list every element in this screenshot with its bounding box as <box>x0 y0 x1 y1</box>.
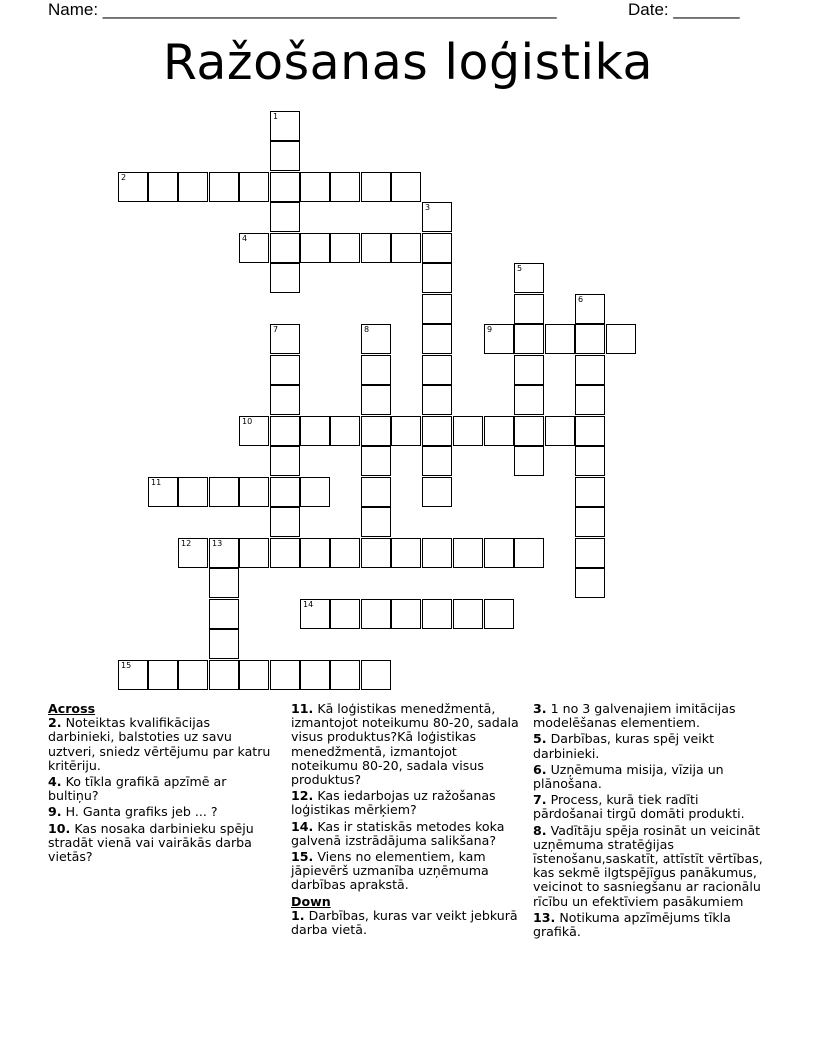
clue-text: Noteiktas kvalifikācijas darbinieki, balstoties uz savu uztveri, sniedz vērtējumu par katru kritēriju. <box>48 715 271 773</box>
clues-column-1 <box>48 702 273 866</box>
clue-text: Viens no elementiem, kam jāpievērš uzmanība uzņēmuma darbības aprakstā. <box>291 849 489 893</box>
grid-cell-6[interactable] <box>575 294 605 324</box>
grid-cell[interactable] <box>422 538 452 568</box>
grid-cell[interactable] <box>484 599 514 629</box>
cell-number: 8 <box>364 325 370 334</box>
clue-number: 5. <box>533 731 547 747</box>
cell-number: 11 <box>151 478 162 487</box>
grid-cell[interactable] <box>270 446 300 476</box>
grid-cell[interactable] <box>330 233 360 263</box>
grid-cell[interactable] <box>270 660 300 690</box>
grid-cell[interactable] <box>422 355 452 385</box>
clue-down-13 <box>533 911 765 939</box>
grid-cell[interactable] <box>575 538 605 568</box>
cell-number: 4 <box>242 234 248 243</box>
grid-cell-7[interactable] <box>270 324 300 354</box>
cell-number: 3 <box>425 203 431 212</box>
grid-cell[interactable] <box>209 629 239 659</box>
grid-cell[interactable] <box>361 538 391 568</box>
grid-cell[interactable] <box>391 416 421 446</box>
grid-cell[interactable] <box>148 172 178 202</box>
clue-across-9 <box>48 805 273 819</box>
clue-text: Ko tīkla grafikā apzīmē ar bultiņu? <box>48 774 227 804</box>
grid-cell[interactable] <box>514 324 544 354</box>
grid-cell[interactable] <box>545 416 575 446</box>
grid-cell[interactable] <box>361 477 391 507</box>
grid-cell[interactable] <box>239 477 269 507</box>
grid-cell[interactable] <box>209 599 239 629</box>
grid-cell[interactable] <box>270 538 300 568</box>
grid-cell[interactable] <box>422 477 452 507</box>
grid-cell[interactable] <box>514 385 544 415</box>
grid-cell[interactable] <box>545 324 575 354</box>
grid-cell[interactable] <box>300 172 330 202</box>
clue-text: Vadītāju spēja rosināt un veicināt uzņēmuma stratēģijas īstenošanu,saskatīt, attīstīt vērtības, kas sekmē ilgtspējīgus panākumus, veicinot to sasniegšanu ar racionālu rīcību un efektīviem pasākumiem <box>533 822 763 909</box>
grid-cell[interactable] <box>270 172 300 202</box>
grid-cell[interactable] <box>270 263 300 293</box>
clue-text: 1 no 3 galvenajiem imitācijas modelēšanas elementiem. <box>533 701 736 731</box>
clues-column-2 <box>291 702 527 939</box>
clue-number: 12. <box>291 788 314 804</box>
clue-across-11 <box>291 702 527 787</box>
clue-number: 9. <box>48 804 62 820</box>
cell-number: 9 <box>487 325 493 334</box>
cell-number: 2 <box>121 173 127 182</box>
clue-down-5 <box>533 732 765 760</box>
grid-cell-5[interactable] <box>514 263 544 293</box>
grid-cell[interactable] <box>514 416 544 446</box>
grid-cell[interactable] <box>209 568 239 598</box>
cell-number: 6 <box>578 295 584 304</box>
grid-cell-9[interactable] <box>484 324 514 354</box>
cell-number: 13 <box>212 539 223 548</box>
grid-cell[interactable] <box>270 477 300 507</box>
grid-cell[interactable] <box>422 294 452 324</box>
clue-text: Darbības, kuras var veikt jebkurā darba vietā. <box>291 907 518 938</box>
cell-number: 10 <box>242 417 253 426</box>
grid-cell[interactable] <box>270 141 300 171</box>
cell-number: 7 <box>273 325 279 334</box>
grid-cell[interactable] <box>575 324 605 354</box>
grid-cell[interactable] <box>361 355 391 385</box>
grid-cell[interactable] <box>209 172 239 202</box>
grid-cell-14[interactable] <box>300 599 330 629</box>
grid-cell[interactable] <box>575 385 605 415</box>
clue-text: Process, kurā tiek radīti pārdošanai tirgū domāti produkti. <box>533 792 745 822</box>
grid-cell-3[interactable] <box>422 202 452 232</box>
grid-cell[interactable] <box>330 599 360 629</box>
clue-down-3 <box>533 702 765 730</box>
clue-number: 4. <box>48 774 62 790</box>
grid-cell[interactable] <box>391 233 421 263</box>
clue-number: 1. <box>291 907 305 923</box>
grid-cell[interactable] <box>270 233 300 263</box>
grid-cell[interactable] <box>422 599 452 629</box>
cell-number: 12 <box>181 539 192 548</box>
grid-cell[interactable] <box>209 477 239 507</box>
clue-text: Kas iedarbojas uz ražošanas loģistikas mērķiem? <box>291 788 496 818</box>
clue-text: Notikuma apzīmējums tīkla grafikā. <box>533 909 731 940</box>
grid-cell-8[interactable] <box>361 324 391 354</box>
clue-number: 15. <box>291 849 314 865</box>
clue-text: Kas ir statiskās metodes koka galvenā izstrādājuma salikšana? <box>291 818 505 848</box>
grid-cell[interactable] <box>270 355 300 385</box>
clue-text: H. Ganta grafiks jeb ... ? <box>65 804 218 820</box>
grid-cell[interactable] <box>484 538 514 568</box>
clue-text: Uzņēmuma misija, vīzija un plānošana. <box>533 761 724 792</box>
grid-cell[interactable] <box>148 660 178 690</box>
grid-cell[interactable] <box>209 660 239 690</box>
clue-across-14 <box>291 820 527 848</box>
grid-cell[interactable] <box>361 507 391 537</box>
grid-cell[interactable] <box>361 416 391 446</box>
clue-number: 13. <box>533 909 556 925</box>
grid-cell[interactable] <box>575 446 605 476</box>
grid-cell[interactable] <box>270 507 300 537</box>
clue-number: 2. <box>48 715 62 731</box>
name-label: Name: ________________________________________________ <box>48 0 557 19</box>
date-label: Date: _______ <box>628 0 740 19</box>
clue-down-7 <box>533 793 765 821</box>
clue-across-2 <box>48 716 273 773</box>
grid-cell[interactable] <box>300 538 330 568</box>
grid-cell[interactable] <box>422 263 452 293</box>
grid-cell[interactable] <box>514 538 544 568</box>
cell-number: 1 <box>273 112 279 121</box>
grid-cell[interactable] <box>178 172 208 202</box>
grid-cell[interactable] <box>391 538 421 568</box>
clue-number: 14. <box>291 818 314 834</box>
grid-cell[interactable] <box>361 446 391 476</box>
clue-across-15 <box>291 850 527 893</box>
across-heading: Across <box>48 701 96 716</box>
clue-text: Kas nosaka darbinieku spēju stradāt vienā vai vairākās darba vietās? <box>48 820 254 865</box>
grid-cell[interactable] <box>361 233 391 263</box>
down-heading: Down <box>291 893 331 909</box>
grid-cell[interactable] <box>422 233 452 263</box>
grid-cell[interactable] <box>453 538 483 568</box>
grid-cell-11[interactable] <box>148 477 178 507</box>
grid-cell[interactable] <box>575 507 605 537</box>
grid-cell[interactable] <box>514 355 544 385</box>
clue-down-6 <box>533 763 765 791</box>
clue-number: 10. <box>48 820 71 836</box>
grid-cell[interactable] <box>239 172 269 202</box>
grid-cell[interactable] <box>422 324 452 354</box>
grid-cell[interactable] <box>270 385 300 415</box>
cell-number: 15 <box>121 661 132 670</box>
grid-cell[interactable] <box>514 446 544 476</box>
grid-cell-4[interactable] <box>239 233 269 263</box>
grid-cell[interactable] <box>361 385 391 415</box>
grid-cell[interactable] <box>575 477 605 507</box>
grid-cell[interactable] <box>330 660 360 690</box>
grid-cell[interactable] <box>422 446 452 476</box>
grid-cell[interactable] <box>514 294 544 324</box>
grid-cell[interactable] <box>484 416 514 446</box>
grid-cell[interactable] <box>422 416 452 446</box>
grid-cell[interactable] <box>330 538 360 568</box>
clue-text: Kā loģistikas menedžmentā, izmantojot noteikumu 80-20, sadala visus produktus?Kā loģistikas menedžmentā, izmantojot noteikumu 80-20, sadala visus produktus? <box>291 701 519 788</box>
clues-column-3 <box>533 702 765 941</box>
grid-cell-10[interactable] <box>239 416 269 446</box>
clue-number: 7. <box>533 792 547 808</box>
clue-across-12 <box>291 789 527 817</box>
grid-cell[interactable] <box>270 202 300 232</box>
grid-cell[interactable] <box>575 355 605 385</box>
grid-cell[interactable] <box>606 324 636 354</box>
grid-cell[interactable] <box>300 660 330 690</box>
grid-cell-12[interactable] <box>178 538 208 568</box>
clue-down-8 <box>533 824 765 909</box>
clue-text: Darbības, kuras spēj veikt darbinieki. <box>533 731 715 761</box>
grid-cell[interactable] <box>575 416 605 446</box>
puzzle-title: Ražošanas loģistika <box>162 34 654 91</box>
grid-cell[interactable] <box>361 660 391 690</box>
grid-cell[interactable] <box>239 660 269 690</box>
clue-down-1 <box>291 909 527 937</box>
clue-number: 3. <box>533 701 547 716</box>
cell-number: 5 <box>517 264 523 273</box>
grid-cell[interactable] <box>361 172 391 202</box>
grid-cell[interactable] <box>270 416 300 446</box>
grid-cell-2[interactable] <box>118 172 148 202</box>
grid-cell[interactable] <box>361 599 391 629</box>
clue-number: 6. <box>533 761 547 777</box>
grid-cell[interactable] <box>300 416 330 446</box>
grid-cell[interactable] <box>178 660 208 690</box>
cell-number: 14 <box>303 600 314 609</box>
grid-cell[interactable] <box>453 599 483 629</box>
grid-cell[interactable] <box>300 477 330 507</box>
grid-cell[interactable] <box>391 172 421 202</box>
clue-number: 8. <box>533 822 547 838</box>
clue-number: 11. <box>291 701 314 716</box>
grid-cell[interactable] <box>300 233 330 263</box>
grid-cell[interactable] <box>239 538 269 568</box>
grid-cell[interactable] <box>330 172 360 202</box>
grid-cell[interactable] <box>453 416 483 446</box>
clue-across-4 <box>48 775 273 803</box>
grid-cell[interactable] <box>330 416 360 446</box>
grid-cell[interactable] <box>422 385 452 415</box>
grid-cell-13[interactable] <box>209 538 239 568</box>
grid-cell-1[interactable] <box>270 111 300 141</box>
grid-cell[interactable] <box>391 599 421 629</box>
clue-across-10 <box>48 822 273 865</box>
grid-cell[interactable] <box>575 568 605 598</box>
grid-cell[interactable] <box>178 477 208 507</box>
grid-cell-15[interactable] <box>118 660 148 690</box>
